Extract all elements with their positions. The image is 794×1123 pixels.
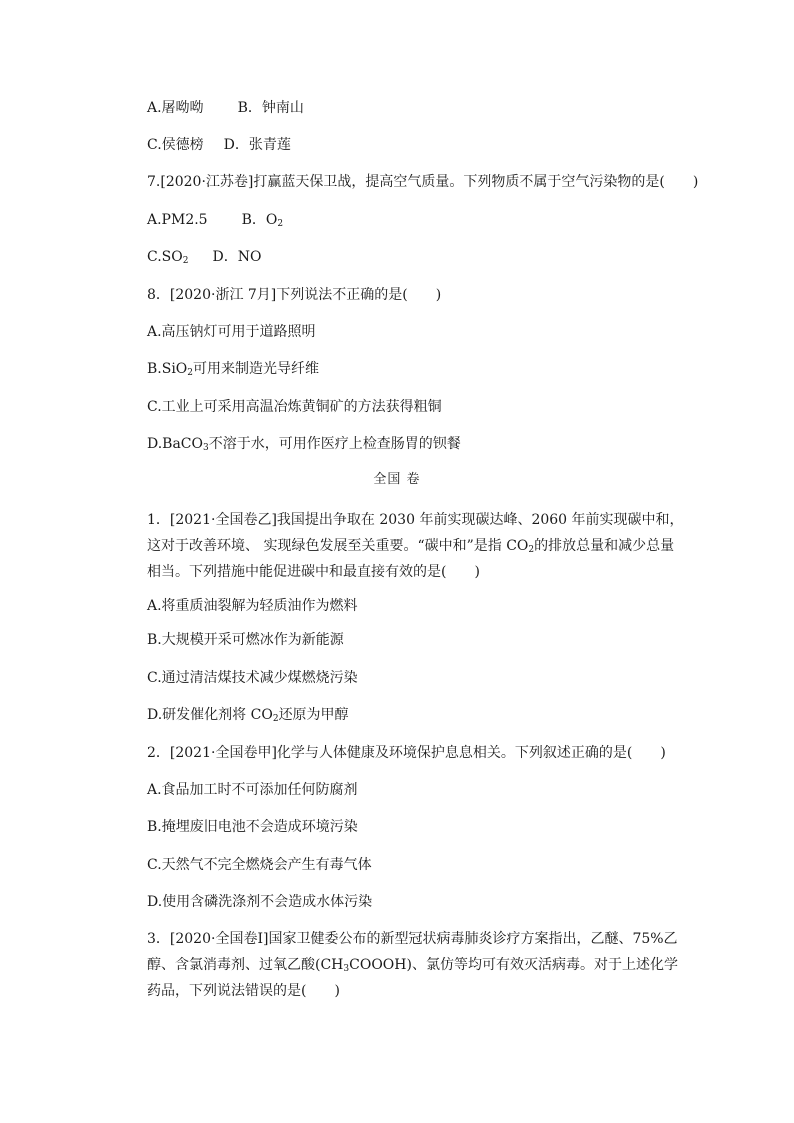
n2-stem: 2．[2021·全国卷甲]化学与人体健康及环境保护息息相关。下列叙述正确的是( ) [147,745,666,761]
n1-stem: 1．[2021·全国卷乙]我国提出争取在 2030 年前实现碳达峰、2060 年前实现碳中和，这对于改善环境、 实现绿色发展至关重要。“碳中和”是指 $CO_2$的排放总量和减少总量相当。下列措施中能促进碳中和最直接有效的是( ) [147,512,684,580]
q7-options-cd [147,247,261,267]
q8-option-d: D.BaCO$_3$不溶于水，可用作医疗上检查肠胃的钡餐 [147,436,461,453]
q7-option-d: D．NO [212,249,262,265]
q6-option-c: C.侯德榜 [147,137,204,153]
q8-option-b: B.SiO$_2$可用来制造光导纤维 [147,361,320,378]
n1-option-d: D.研发催化剂将 $CO_2$还原为甲醇 [147,707,349,724]
n2-option-a: A.食品加工时不可添加任何防腐剂 [147,782,358,798]
q6-option-b: B．钟南山 [237,100,304,116]
q6-options-cd [147,135,291,155]
n1-option-b: B.大规模开采可燃冰作为新能源 [147,632,344,648]
n3-stem: 3．[2020·全国卷Ⅰ]国家卫健委公布的新型冠状病毒肺炎诊疗方案指出，乙醚、75%乙醇、含氯消毒剂、过氧乙酸$(CH_3COOOH)$、氯仿等均可有效灭活病毒。对于上述化学药品，下列说法错误的是( ) [147,931,678,999]
q8-option-c: C.工业上可采用高温冶炼黄铜矿的方法获得粗铜 [147,399,442,415]
n2-option-d: D.使用含磷洗涤剂不会造成水体污染 [147,894,373,910]
q6-options-ab [147,98,304,118]
section-title: 全国 卷 [373,472,421,487]
q8-option-a: A.高压钠灯可用于道路照明 [147,324,316,340]
q7-option-c: $C.SO_2$ [147,249,189,266]
n1-option-a: A.将重质油裂解为轻质油作为燃料 [147,598,358,614]
q7-stem: 7.[2020·江苏卷]打赢蓝天保卫战，提高空气质量。下列物质不属于空气污染物的是( ) [147,174,699,190]
n2-option-c: C.天然气不完全燃烧会产生有毒气体 [147,857,372,873]
q7-option-b: B．$O_2$ [241,212,284,229]
q7-option-a: A.PM2.5 [147,212,208,228]
n2-option-b: B.掩埋废旧电池不会造成环境污染 [147,819,358,835]
q7-options-ab [147,210,283,230]
q6-option-d: D．张青莲 [223,137,291,153]
n1-option-c: C.通过清洁煤技术减少煤燃烧污染 [147,670,358,686]
q6-option-a: A.屠呦呦 [147,100,204,116]
q8-stem: 8．[2020·浙江 7月]下列说法不正确的是( ) [147,287,442,303]
